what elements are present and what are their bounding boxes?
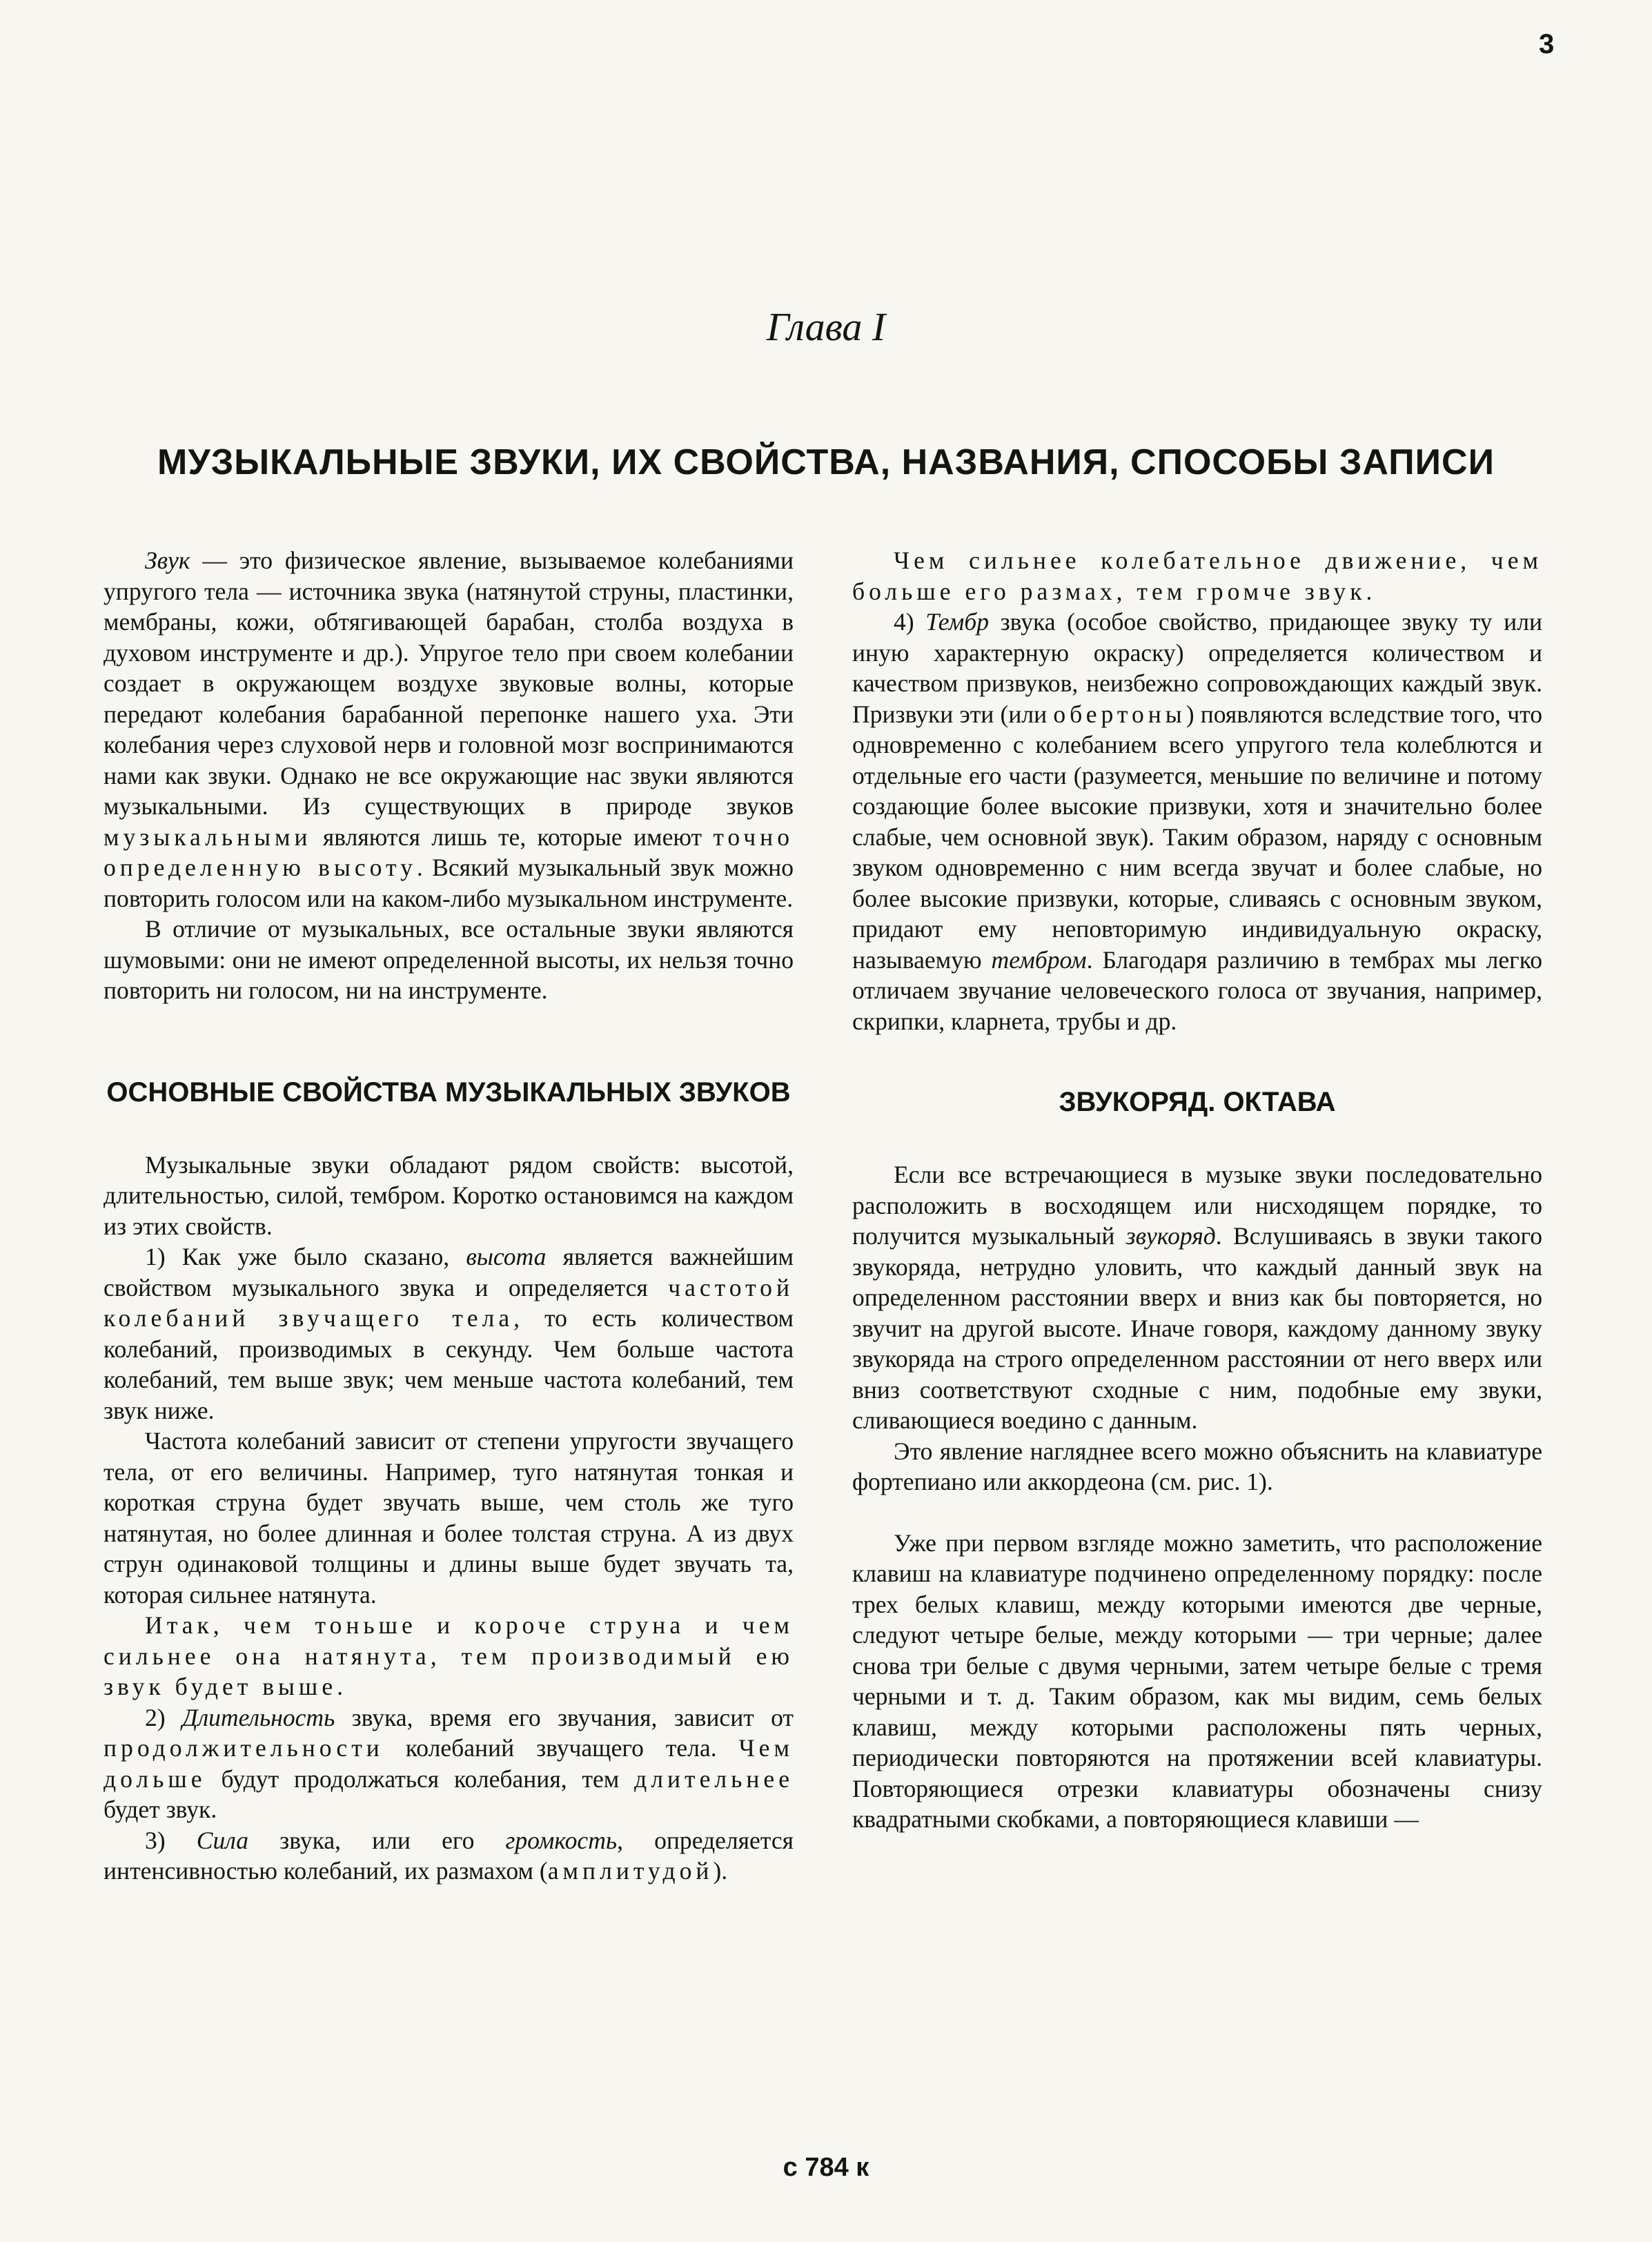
left-column [104,545,794,1887]
paragraph-keyboard-layout: Уже при первом взгляде можно заметить, что расположение клавиш на клавиатуре подчинено определенному порядку: после трех белых клавиш, между которыми имеются две черные, следуют четыре белые, между которыми — три черные; далее снова три белые с двумя черными, затем четыре белые с тремя черными и т. д. Таким образом, как мы видим, семь белых клавиш, между которыми расположены пять черных, периодически повторяются на протяжении всей клавиатуры. Повторяющиеся отрезки клавиатуры обозначены снизу квадратными скобками, а повторяющиеся клавиши — [852,1528,1542,1833]
section-heading-properties: ОСНОВНЫЕ СВОЙСТВА МУЗЫКАЛЬНЫХ ЗВУКОВ [106,1076,791,1108]
page-number: 3 [1539,29,1555,59]
paragraph-frequency: Частота колебаний зависит от степени упругости звучащего тела, от его величины. Например, туго натянутая тонкая и короткая струна будет звучать выше, чем столь же туго натянутая, но более длинная и более толстая струна. А из двух струн одинаковой толщины и длины выше будет звучать та, которая сильнее натянута. [104,1427,794,1609]
paragraph-keyboard-ref: Это явление нагляднее всего можно объяснить на клавиатуре фортепиано или аккордеона (см. рис. 1). [852,1437,1542,1495]
chapter-heading: Глава I [766,304,886,349]
paragraph-loudness: 3) Сила звука, или его громкость, определяется интенсивностью колебаний, их размахом (амплитудой). [104,1826,794,1885]
right-column [852,545,1542,1835]
footer-code: c 784 к [783,2153,869,2182]
paragraph-string-summary: Итак, чем тоньше и короче струна и чем сильнее она натянута, тем производимый ею звук будет выше. [104,1611,794,1700]
section-heading-scale: ЗВУКОРЯД. ОКТАВА [1059,1087,1336,1117]
paragraph-scale: Если все встречающиеся в музыке звуки последовательно расположить в восходящем или нисходящем порядке, то получится музыкальный звукоряд. Вслушиваясь в звуки такого звукоряда, нетрудно уловить, что каждый данный звук на определенном расстоянии вверх и вниз как бы повторяется, но звучит на другой высоте. Иначе говоря, каждому данному звуку звукоряда на строго определенном расстоянии от него вверх или вниз соответствуют сходные с ним, подобные ему звуки, сливающиеся воедино с данным. [852,1161,1542,1434]
paragraph-sound-definition: Звук — это физическое явление, вызываемое колебаниями упругого тела — источника звука (натянутой струны, пластинки, мембраны, кожи, обтягивающей барабан, столба воздуха в духовом инструменте и др.). Упругое тело при своем колебании создает в окружающем воздухе звуковые волны, которые передают колебания барабанной перепонке нашего уха. Эти колебания через слуховой нерв и головной мозг воспринимаются нами как звуки. Однако не все окружающие нас звуки являются музыкальными. Из существующих в природе звуков музыкальными являются лишь те, которые имеют точно определенную высоту. Всякий музыкальный звук можно повторить голосом или на каком-либо музыкальном инструменте. [104,547,794,912]
paragraph-noise: В отличие от музыкальных, все остальные звуки являются шумовыми: они не имеют определенной высоты, их нельзя точно повторить ни голосом, ни на инструменте. [104,915,794,1004]
paragraph-duration: 2) Длительность звука, время его звучания, зависит от продолжительности колебаний звучащего тела. Чем дольше будут продолжаться колебания, тем длительнее будет звук. [104,1703,794,1823]
paragraph-loudness-summary: Чем сильнее колебательное движение, чем больше его размах, тем громче звук. [852,547,1542,605]
paragraph-timbre: 4) Тембр звука (особое свойство, придающее звуку ту или иную характерную окраску) определяется количеством и качеством призвуков, неизбежно сопровождающих каждый звук. Призвуки эти (или обертоны) появляются вследствие того, что одновременно с колебанием всего упругого тела колеблются и отдельные его части (разумеется, меньшие по величине и потому создающие более высокие призвуки, хотя и значительно более слабые, чем основной звук). Таким образом, наряду с основным звуком одновременно с ним всегда звучат и более слабые, но более высокие призвуки, которые, сливаясь с основным звуком, придают ему неповторимую индивидуальную окраску, называемую тембром. Благодаря различию в тембрах мы легко отличаем звучание человеческого голоса от звучания, например, скрипки, кларнета, трубы и др. [852,608,1543,1035]
page-title: МУЗЫКАЛЬНЫЕ ЗВУКИ, ИХ СВОЙСТВА, НАЗВАНИЯ, СПОСОБЫ ЗАПИСИ [157,442,1495,482]
paragraph-pitch: 1) Как уже было сказано, высота является важнейшим свойством музыкального звука и определяется частотой колебаний звучащего тела, то есть количеством колебаний, производимых в секунду. Чем больше частота колебаний, тем выше звук; чем меньше частота колебаний, тем звук ниже. [104,1243,794,1424]
paragraph-properties-intro: Музыкальные звуки обладают рядом свойств: высотой, длительностью, силой, тембром. Коротко остановимся на каждом из этих свойств. [104,1150,794,1240]
